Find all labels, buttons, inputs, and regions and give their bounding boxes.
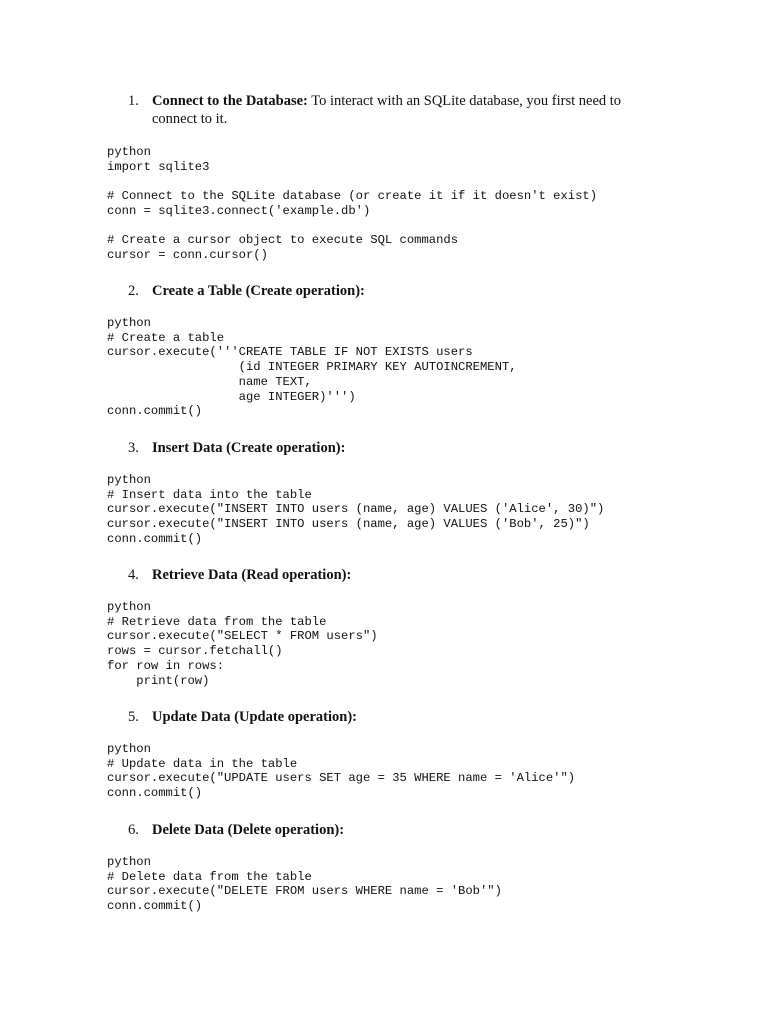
code-line: # Create a table xyxy=(107,330,225,345)
code-line: python xyxy=(107,316,151,330)
code-line: conn.commit() xyxy=(107,531,203,546)
code-line: (id INTEGER PRIMARY KEY AUTOINCREMENT, xyxy=(107,360,517,375)
code-line: rows = cursor.fetchall() xyxy=(107,644,283,659)
step-4-heading xyxy=(128,566,648,584)
step-description xyxy=(152,282,648,300)
code-block-6 xyxy=(107,855,502,914)
code-line: conn = sqlite3.connect('example.db') xyxy=(107,203,371,218)
code-line: cursor.execute("INSERT INTO users (name, age) VALUES ('Alice', 30)") xyxy=(107,502,605,517)
step-6-heading xyxy=(128,821,648,839)
code-line: import sqlite3 xyxy=(107,159,210,174)
code-line: conn.commit() xyxy=(107,786,203,801)
step-number: 1. xyxy=(128,93,139,109)
step-description xyxy=(152,566,648,584)
code-line: # Update data in the table xyxy=(107,756,298,771)
code-line: cursor.execute("SELECT * FROM users") xyxy=(107,629,378,644)
step-title: Insert Data (Create operation): xyxy=(152,440,346,456)
step-title: Delete Data (Delete operation): xyxy=(152,822,345,838)
code-line: python xyxy=(107,600,151,614)
code-line: python xyxy=(107,742,151,756)
code-line: cursor.execute("UPDATE users SET age = 35 WHERE name = 'Alice'") xyxy=(107,771,576,786)
step-description xyxy=(152,92,648,128)
code-line: python xyxy=(107,855,151,869)
step-number: 5. xyxy=(128,709,139,725)
code-line: age INTEGER)''') xyxy=(107,389,356,404)
step-number: 2. xyxy=(128,283,139,299)
code-block-4 xyxy=(107,600,378,688)
step-2-heading xyxy=(128,282,648,300)
code-line: for row in rows: xyxy=(107,658,225,673)
code-block-5 xyxy=(107,742,575,801)
code-line: # Connect to the SQLite database (or create it if it doesn't exist) xyxy=(107,189,598,204)
code-line: # Insert data into the table xyxy=(107,487,312,502)
step-description xyxy=(152,439,648,457)
step-number: 6. xyxy=(128,822,139,838)
code-line: # Delete data from the table xyxy=(107,869,312,884)
code-line: # Create a cursor object to execute SQL commands xyxy=(107,233,459,248)
code-block-1 xyxy=(107,145,597,263)
code-line: python xyxy=(107,145,151,159)
step-5-heading xyxy=(128,708,648,726)
code-block-2 xyxy=(107,316,517,419)
step-number: 3. xyxy=(128,440,139,456)
step-text: To interact with an SQLite database, you first need to connect to it. xyxy=(152,93,622,127)
code-block-3 xyxy=(107,473,604,547)
step-title: Create a Table (Create operation): xyxy=(152,283,365,299)
code-line xyxy=(107,174,597,189)
code-line: name TEXT, xyxy=(107,374,312,389)
code-line: cursor = conn.cursor() xyxy=(107,247,268,262)
code-line: # Retrieve data from the table xyxy=(107,614,327,629)
code-line: conn.commit() xyxy=(107,404,203,419)
code-line: cursor.execute("INSERT INTO users (name, age) VALUES ('Bob', 25)") xyxy=(107,517,590,532)
code-line: print(row) xyxy=(107,673,210,688)
step-1-heading xyxy=(128,92,648,128)
code-line: cursor.execute("DELETE FROM users WHERE name = 'Bob'") xyxy=(107,884,502,899)
code-line: conn.commit() xyxy=(107,899,203,914)
step-description xyxy=(152,821,648,839)
step-3-heading xyxy=(128,439,648,457)
code-line xyxy=(107,219,597,234)
step-title: Retrieve Data (Read operation): xyxy=(152,567,352,583)
step-title: Update Data (Update operation): xyxy=(152,709,357,725)
code-line: python xyxy=(107,473,151,487)
step-title: Connect to the Database: xyxy=(152,93,308,109)
step-number: 4. xyxy=(128,567,139,583)
step-description xyxy=(152,708,648,726)
code-line: cursor.execute('''CREATE TABLE IF NOT EXISTS users xyxy=(107,345,473,360)
